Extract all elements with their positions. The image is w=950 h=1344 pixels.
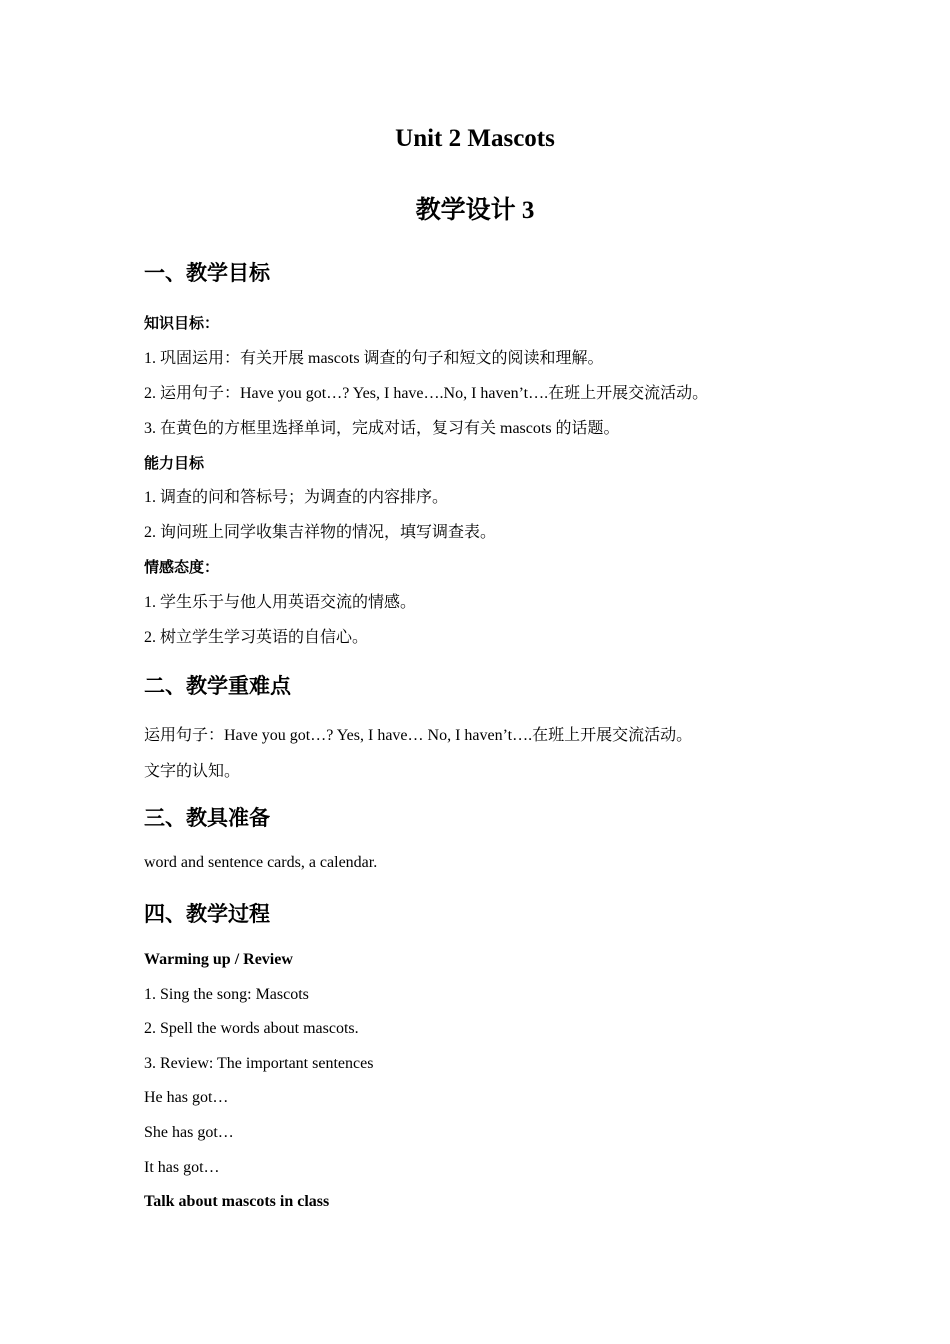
key-points-line-2: 文字的认知。 (144, 763, 241, 780)
knowledge-item-2: 2. 运用句子：Have you got…? Yes, I have….No, I haven’t….在班上开展交流活动。 (144, 385, 709, 402)
process-item-4: He has got… (144, 1089, 229, 1106)
materials-text: word and sentence cards, a calendar. (144, 854, 378, 871)
section-heading-key-points: 二、教学重难点 (144, 674, 291, 698)
knowledge-item-3: 3. 在黄色的方框里选择单词，完成对话，复习有关 mascots 的话题。 (144, 420, 620, 437)
process-item-2: 2. Spell the words about mascots. (144, 1020, 359, 1037)
emotion-objectives-label: 情感态度： (144, 558, 220, 576)
process-item-5: She has got… (144, 1124, 234, 1141)
knowledge-objectives-label: 知识目标： (144, 314, 220, 332)
document-title: Unit 2 Mascots (395, 125, 555, 152)
talk-about-label: Talk about mascots in class (144, 1193, 330, 1210)
warming-up-label: Warming up / Review (144, 951, 293, 968)
section-heading-materials: 三、教具准备 (144, 806, 270, 830)
key-points-line-1: 运用句子：Have you got…? Yes, I have… No, I haven’t….在班上开展交流活动。 (144, 727, 693, 744)
ability-objectives-label: 能力目标 (144, 454, 205, 472)
knowledge-item-1: 1. 巩固运用：有关开展 mascots 调查的句子和短文的阅读和理解。 (144, 350, 604, 367)
ability-item-2: 2. 询问班上同学收集吉祥物的情况，填写调查表。 (144, 524, 497, 541)
section-heading-objectives: 一、教学目标 (144, 261, 270, 285)
section-heading-process: 四、教学过程 (144, 902, 270, 926)
process-item-1: 1. Sing the song: Mascots (144, 986, 309, 1003)
emotion-item-1: 1. 学生乐于与他人用英语交流的情感。 (144, 594, 417, 611)
process-item-3: 3. Review: The important sentences (144, 1055, 374, 1072)
emotion-item-2: 2. 树立学生学习英语的自信心。 (144, 629, 369, 646)
process-item-6: It has got… (144, 1159, 220, 1176)
ability-item-1: 1. 调查的问和答标号；为调查的内容排序。 (144, 489, 449, 506)
document-subtitle: 教学设计 3 (415, 197, 535, 224)
